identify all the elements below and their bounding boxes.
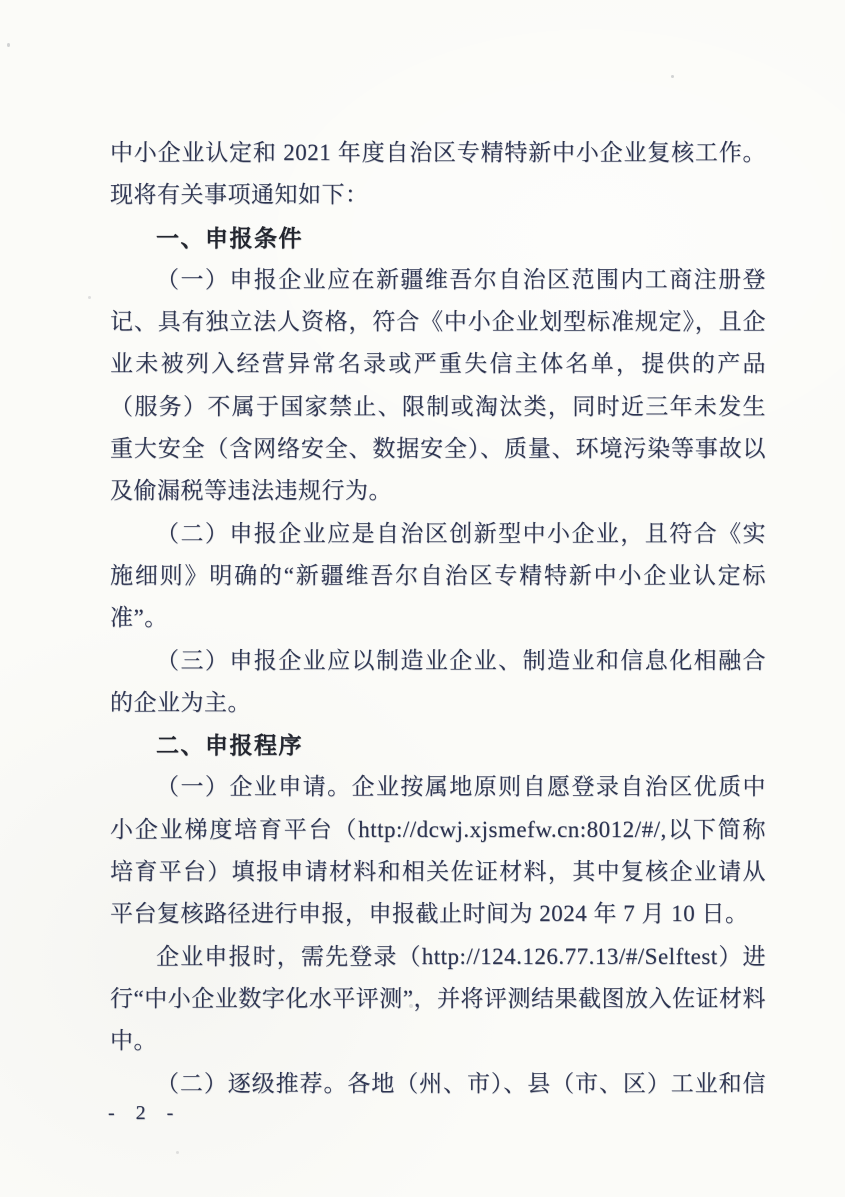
condition-3-paragraph: （三）申报企业应以制造业企业、制造业和信息化相融合的企业为主。 xyxy=(110,647,766,715)
procedure-1-paragraph: （一）企业申请。企业按属地原则自愿登录自治区优质中小企业梯度培育平台（http://dcwj.xjsmefw.cn:8012/#/,以下简称培育平台）填报申请材料和相关佐证材料，其中复核企业请从平台复核路径进行申报，申报截止时间为 2024 年 7 月 10 日。 xyxy=(110,774,766,927)
condition-1-paragraph: （一）申报企业应在新疆维吾尔自治区范围内工商注册登记、具有独立法人资格，符合《中小企业划型标准规定》，且企业未被列入经营异常名录或严重失信主体名单，提供的产品（服务）不属于国家禁止、限制或淘汰类，同时近三年未发生重大安全（含网络安全、数据安全）、质量、环境污染等事故以及偷漏税等违法违规行为。 xyxy=(110,266,766,504)
scan-speck xyxy=(7,43,10,47)
section-2-heading: 二、申报程序 xyxy=(156,732,303,759)
scan-speck xyxy=(176,1151,179,1154)
scan-speck xyxy=(88,296,91,299)
procedure-2-truncated-paragraph: （二）逐级推荐。各地（州、市）、县（市、区）工业和信 xyxy=(156,1070,766,1096)
procedure-selftest-paragraph: 企业申报时，需先登录（http://124.126.77.13/#/Selftest）进行“中小企业数字化水平评测”，并将评测结果截图放入佐证材料中。 xyxy=(110,943,766,1054)
intro-continuation-text: 中小企业认定和 2021 年度自治区专精特新中小企业复核工作。现将有关事项通知如下： xyxy=(110,140,766,208)
scan-speck xyxy=(409,1004,413,1008)
section-1-heading: 一、申报条件 xyxy=(156,224,303,251)
page-number: - 2 - xyxy=(108,1102,182,1124)
scan-speck xyxy=(671,75,674,78)
condition-2-paragraph: （二）申报企业应是自治区创新型中小企业，且符合《实施细则》明确的“新疆维吾尔自治区专精特新中小企业认定标准”。 xyxy=(110,520,766,631)
document-body xyxy=(110,132,766,1105)
